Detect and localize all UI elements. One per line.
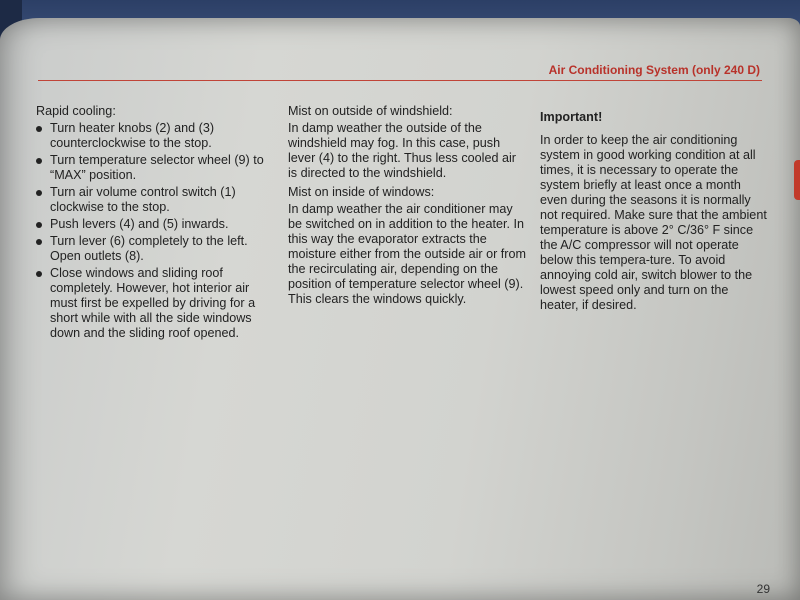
list-item: Turn temperature selector wheel (9) to “MAX” position. — [36, 153, 276, 183]
list-item: Push levers (4) and (5) inwards. — [36, 217, 276, 232]
important-heading: Important! — [540, 110, 603, 124]
section-title: Air Conditioning System (only 240 D) — [548, 63, 760, 77]
rapid-cooling-heading: Rapid cooling: — [36, 104, 116, 118]
list-item: Turn lever (6) completely to the left. Open outlets (8). — [36, 234, 276, 264]
rapid-cooling-steps — [36, 121, 276, 341]
mist-inside-text: In damp weather the air conditioner may be switched on in addition to the heater. In this way the evaporator extracts the moisture either from the outside air or from the recirculating air, depending on the position of temperature selector wheel (9). This clears the windows quickly. — [288, 202, 526, 306]
bullet-icon — [36, 239, 42, 245]
important-text: In order to keep the air conditioning system in good working condition at all times, it is necessary to operate the system briefly at least once a month even during the seasons it is normally not required. Make sure that the ambient temperature is above 2° C/36° F since the A/C compressor will not operate below this tempera-ture. To avoid annoying cold air, switch blower to the lowest speed only and turn on the heater, if desired. — [540, 133, 767, 312]
bullet-icon — [36, 126, 42, 132]
list-item: Turn air volume control switch (1) clockwise to the stop. — [36, 185, 276, 215]
header-rule — [38, 80, 762, 81]
list-item: Close windows and sliding roof completely. However, hot interior air must first be expelled by driving for a short while with all the side windows down and the sliding roof opened. — [36, 266, 276, 341]
mist-outside-text: In damp weather the outside of the windshield may fog. In this case, push lever (4) to the right. Thus less cooled air is directed to the windshield. — [288, 121, 516, 180]
bullet-icon — [36, 190, 42, 196]
column-rapid-cooling — [36, 104, 276, 343]
bullet-icon — [36, 271, 42, 277]
column-important — [540, 104, 768, 317]
column-mist — [288, 104, 528, 311]
mist-outside-heading: Mist on outside of windshield: — [288, 104, 453, 118]
mist-inside-heading: Mist on inside of windows: — [288, 185, 435, 199]
bullet-icon — [36, 158, 42, 164]
page-number: 29 — [756, 582, 770, 596]
page-edge-tab — [794, 160, 800, 200]
bullet-icon — [36, 222, 42, 228]
list-item: Turn heater knobs (2) and (3) counterclockwise to the stop. — [36, 121, 276, 151]
